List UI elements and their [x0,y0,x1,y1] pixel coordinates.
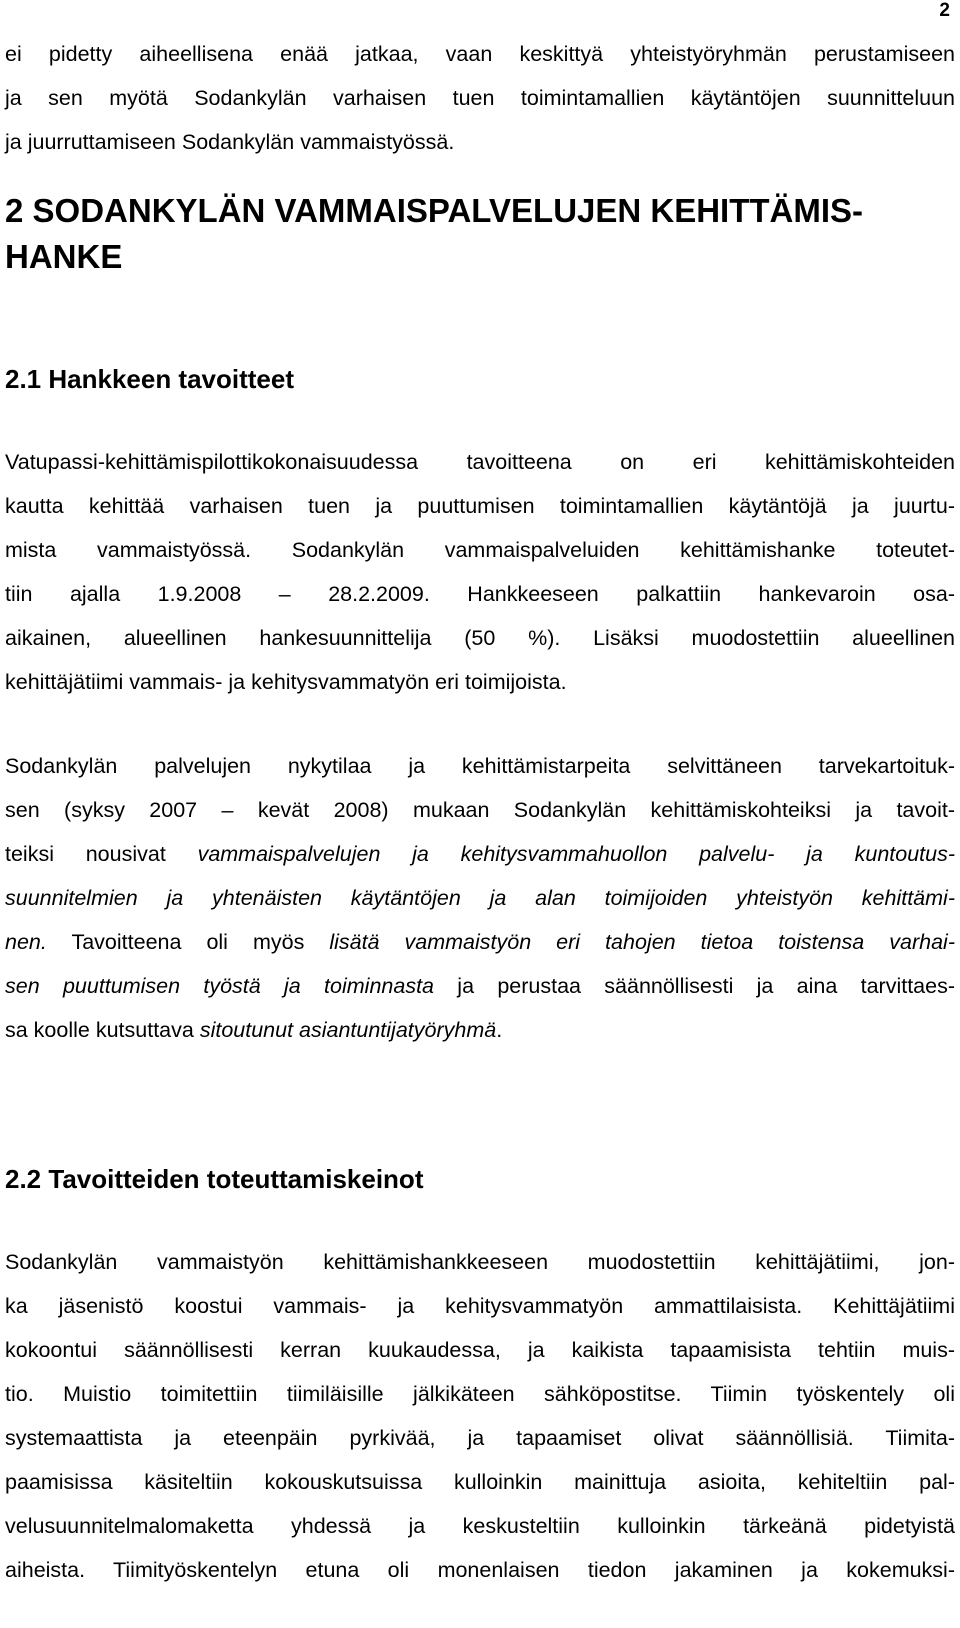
italic-run: lisätä vammaistyön eri tahojen tietoa toistensa varhai- [329,930,955,954]
text-line: ja sen myötä Sodankylän varhaisen tuen toimintamallien käytäntöjen suunnitteluun [5,86,955,110]
text-line [5,964,955,1008]
text-run: . [496,1018,503,1042]
text-line: aikainen, alueellinen hankesuunnittelija (50 %). Lisäksi muodostettiin alueellinen [5,626,955,650]
text-line: Vatupassi-kehittämispilottikokonaisuudessa tavoitteena on eri kehittämiskohteiden [5,450,955,474]
text-line: ja juurruttamiseen Sodankylän vammaistyössä. [5,130,455,154]
section-2-1-paragraph-1 [5,440,955,704]
page-number: 2 [939,0,950,21]
text-line: systemaattista ja eteenpäin pyrkivää, ja tapaamiset olivat säännöllisiä. Tiimita- [5,1426,955,1450]
text-line: paamisissa käsiteltiin kokouskutsuissa kulloinkin mainittuja asioita, kehiteltiin pal- [5,1470,955,1494]
italic-run: sitoutunut asiantuntijatyöryhmä [199,1018,497,1042]
text-line [5,920,955,964]
text-line: ka jäsenistö koostui vammais- ja kehitysvammatyön ammattilaisista. Kehittäjätiimi [5,1294,955,1318]
text-line: kehittäjätiimi vammais- ja kehitysvammatyön eri toimijoista. [5,670,567,694]
section-2-2-paragraph [5,1240,955,1592]
text-line: kautta kehittää varhaisen tuen ja puuttumisen toimintamallien käytäntöjä ja juurtu- [5,494,955,518]
intro-paragraph [5,32,955,164]
text-run: teiksi nousivat [5,842,198,866]
italic-run: suunnitelmien ja yhtenäisten käytäntöjen ja alan toimijoiden yhteistyön kehittämi- [5,886,955,910]
text-line [5,832,955,876]
italic-run: sen puuttumisen työstä ja toiminnasta [5,974,434,998]
chapter-heading [5,188,955,280]
text-line: sen (syksy 2007 – kevät 2008) mukaan Sodankylän kehittämiskohteiksi ja tavoit- [5,798,955,822]
text-run: sa koolle kutsuttava [5,1018,200,1042]
text-line: velusuunnitelmalomaketta yhdessä ja keskusteltiin kulloinkin tärkeänä pidetyistä [5,1514,955,1538]
text-line: kokoontui säännöllisesti kerran kuukaudessa, ja kaikista tapaamisista tehtiin muis- [5,1338,955,1362]
text-line: tiin ajalla 1.9.2008 – 28.2.2009. Hankkeeseen palkattiin hankevaroin osa- [5,582,955,606]
text-line [5,1008,955,1052]
text-line: aiheista. Tiimityöskentelyn etuna oli monenlaisen tiedon jakaminen ja kokemuksi- [5,1558,955,1582]
text-line: Sodankylän palvelujen nykytilaa ja kehittämistarpeita selvittäneen tarvekartoituk- [5,754,955,778]
section-heading-2-2: 2.2 Tavoitteiden toteuttamiskeinot [5,1164,424,1194]
italic-run: vammaispalvelujen ja kehitysvammahuollon palvelu- ja kuntoutus- [197,842,956,866]
italic-run: nen. [5,930,47,954]
section-heading-2-1: 2.1 Hankkeen tavoitteet [5,364,295,394]
text-run: Tavoitteena oli myös [46,930,330,954]
chapter-heading-line: 2 SODANKYLÄN VAMMAISPALVELUJEN KEHITTÄMIS- [5,192,864,229]
text-line: tio. Muistio toimitettiin tiimiläisille jälkikäteen sähköpostitse. Tiimin työskentely oli [5,1382,955,1406]
text-line: mista vammaistyössä. Sodankylän vammaispalveluiden kehittämishanke toteutet- [5,538,955,562]
text-line: Sodankylän vammaistyön kehittämishankkeeseen muodostettiin kehittäjätiimi, jon- [5,1250,955,1274]
text-run: ja perustaa säännöllisesti ja aina tarvittaes- [434,974,955,998]
chapter-heading-line: HANKE [5,238,123,275]
section-2-1-paragraph-2 [5,744,955,1052]
text-line [5,876,955,920]
text-line: ei pidetty aiheellisena enää jatkaa, vaan keskittyä yhteistyöryhmän perustamiseen [5,42,955,66]
